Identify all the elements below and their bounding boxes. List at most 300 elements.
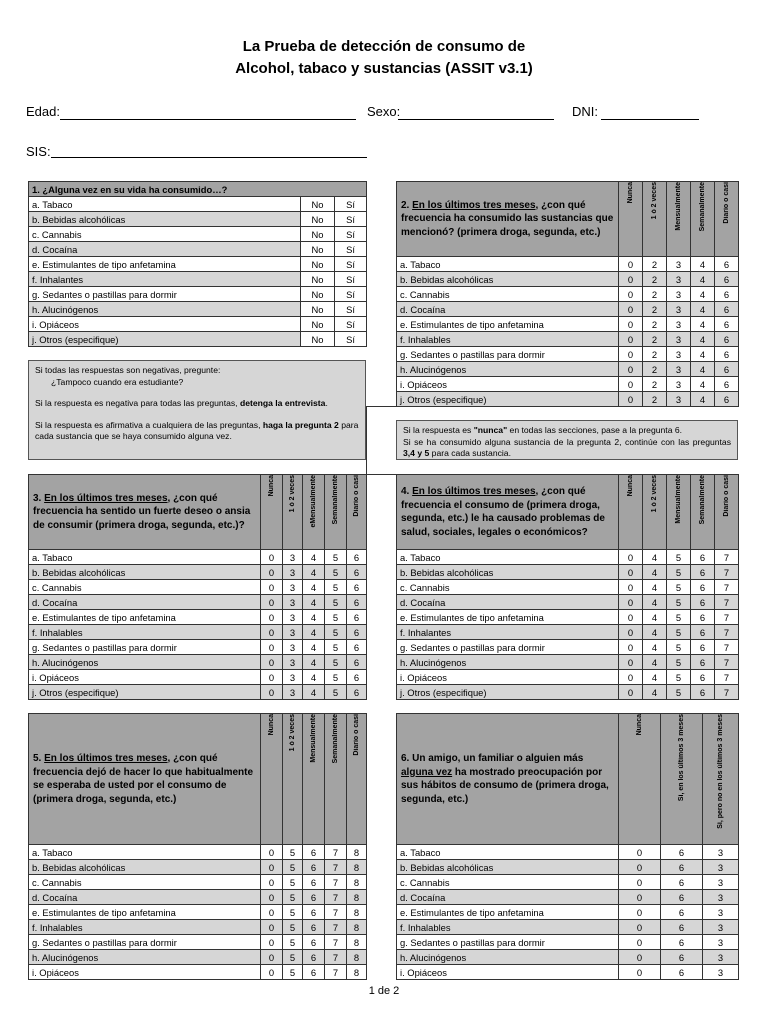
score-cell[interactable]: 0 [619,965,661,980]
answer-si[interactable]: Sí [335,197,367,212]
score-cell[interactable]: 3 [667,272,691,287]
column-header [667,182,691,257]
answer-no[interactable]: No [301,272,335,287]
score-cell[interactable]: 2 [643,392,667,407]
score-cell[interactable]: 4 [691,287,715,302]
score-cell[interactable]: 3 [667,257,691,272]
score-cell[interactable]: 3 [703,875,739,890]
score-cell[interactable]: 0 [619,272,643,287]
score-cell[interactable]: 2 [643,347,667,362]
score-cell[interactable]: 7 [715,625,739,640]
score-cell[interactable]: 4 [643,610,667,625]
score-cell[interactable]: 6 [661,905,703,920]
score-cell[interactable]: 6 [715,347,739,362]
score-cell[interactable]: 2 [643,302,667,317]
score-cell[interactable]: 5 [667,625,691,640]
score-cell[interactable]: 0 [619,377,643,392]
score-cell[interactable]: 3 [283,595,303,610]
answer-si[interactable]: Sí [335,272,367,287]
score-cell[interactable]: 0 [619,362,643,377]
score-cell[interactable]: 7 [325,845,347,860]
column-header [643,475,667,550]
score-cell[interactable]: 5 [325,610,347,625]
score-cell[interactable]: 3 [703,965,739,980]
score-cell[interactable]: 0 [619,845,661,860]
answer-no[interactable]: No [301,227,335,242]
table-row [397,965,739,980]
score-cell[interactable]: 2 [643,257,667,272]
score-cell[interactable]: 5 [325,580,347,595]
answer-si[interactable]: Sí [335,287,367,302]
score-cell[interactable]: 7 [325,875,347,890]
score-cell[interactable]: 7 [715,670,739,685]
score-cell[interactable]: 4 [303,550,325,565]
score-cell[interactable]: 0 [619,257,643,272]
answer-no[interactable]: No [301,242,335,257]
score-cell[interactable]: 4 [303,685,325,700]
score-cell[interactable]: 5 [325,550,347,565]
score-cell[interactable]: 0 [261,935,283,950]
score-cell[interactable]: 3 [667,362,691,377]
substance-label: e. Estimulantes de tipo anfetamina [397,905,619,920]
score-cell[interactable]: 8 [347,890,367,905]
score-cell[interactable]: 0 [619,302,643,317]
score-cell[interactable]: 3 [703,905,739,920]
column-header [347,475,367,550]
score-cell[interactable]: 4 [303,565,325,580]
answer-si[interactable]: Sí [335,212,367,227]
score-cell[interactable]: 3 [703,860,739,875]
score-cell[interactable]: 7 [325,890,347,905]
score-cell[interactable]: 0 [261,565,283,580]
substance-label: d. Cocaína [29,595,261,610]
score-cell[interactable]: 5 [283,905,303,920]
score-cell[interactable]: 0 [261,550,283,565]
substance-label: e. Estimulantes de tipo anfetamina [397,610,619,625]
question-6-table [396,713,739,980]
score-cell[interactable]: 4 [643,550,667,565]
header-row [29,714,367,845]
score-cell[interactable]: 7 [325,920,347,935]
table-row [397,905,739,920]
score-cell[interactable]: 2 [643,332,667,347]
edad-field[interactable] [60,119,356,120]
score-cell[interactable]: 6 [691,580,715,595]
column-header [283,475,303,550]
score-cell[interactable]: 4 [303,580,325,595]
score-cell[interactable]: 3 [283,685,303,700]
note2-line2: Si se ha consumido alguna sustancia de la pregunta 2, continúe con las preguntas 3,4 y 5 para cada sustancia. [403,436,731,458]
score-cell[interactable]: 0 [261,625,283,640]
score-cell[interactable]: 4 [643,625,667,640]
substance-label: d. Cocaína [397,595,619,610]
score-cell[interactable]: 5 [325,655,347,670]
table-row [397,670,739,685]
table-row [29,625,367,640]
score-cell[interactable]: 3 [283,565,303,580]
table-row [29,640,367,655]
score-cell[interactable]: 4 [691,317,715,332]
score-cell[interactable]: 6 [691,550,715,565]
score-cell[interactable]: 0 [619,317,643,332]
score-cell[interactable]: 0 [261,965,283,980]
score-cell[interactable]: 7 [715,640,739,655]
score-cell[interactable]: 8 [347,920,367,935]
score-cell[interactable]: 6 [661,860,703,875]
score-cell[interactable]: 4 [691,392,715,407]
score-cell[interactable]: 3 [667,377,691,392]
score-cell[interactable]: 0 [619,935,661,950]
answer-si[interactable]: Sí [335,257,367,272]
score-cell[interactable]: 4 [303,640,325,655]
score-cell[interactable]: 4 [303,625,325,640]
score-cell[interactable]: 6 [691,565,715,580]
score-cell[interactable]: 6 [661,920,703,935]
column-header-label: Diario o casi [353,714,360,756]
score-cell[interactable]: 6 [715,332,739,347]
column-header [703,714,739,845]
column-header-label: Mensualmente [675,475,682,524]
score-cell[interactable]: 6 [347,625,367,640]
score-cell[interactable]: 3 [703,950,739,965]
answer-si[interactable]: Sí [335,242,367,257]
header-row [29,475,367,550]
header-row [397,714,739,845]
score-cell[interactable]: 0 [619,392,643,407]
score-cell[interactable]: 4 [691,377,715,392]
substance-label: a. Tabaco [397,845,619,860]
score-cell[interactable]: 4 [643,655,667,670]
score-cell[interactable]: 6 [347,565,367,580]
answer-no[interactable]: No [301,212,335,227]
score-cell[interactable]: 3 [667,317,691,332]
score-cell[interactable]: 4 [643,565,667,580]
score-cell[interactable]: 0 [619,332,643,347]
score-cell[interactable]: 4 [691,362,715,377]
table-row [397,875,739,890]
score-cell[interactable]: 0 [619,875,661,890]
score-cell[interactable]: 2 [643,287,667,302]
score-cell[interactable]: 4 [643,670,667,685]
score-cell[interactable]: 0 [261,685,283,700]
score-cell[interactable]: 0 [261,860,283,875]
column-header-label: Sí, pero no en los últimos 3 meses [717,714,724,829]
score-cell[interactable]: 5 [283,860,303,875]
score-cell[interactable]: 4 [643,580,667,595]
score-cell[interactable]: 6 [303,920,325,935]
score-cell[interactable]: 8 [347,965,367,980]
score-cell[interactable]: 0 [619,347,643,362]
score-cell[interactable]: 3 [703,890,739,905]
score-cell[interactable]: 7 [715,550,739,565]
score-cell[interactable]: 5 [325,595,347,610]
score-cell[interactable]: 7 [715,595,739,610]
score-cell[interactable]: 3 [283,625,303,640]
score-cell[interactable]: 6 [347,655,367,670]
answer-si[interactable]: Sí [335,332,367,347]
score-cell[interactable]: 8 [347,875,367,890]
score-cell[interactable]: 0 [261,670,283,685]
score-cell[interactable]: 5 [283,875,303,890]
score-cell[interactable]: 6 [303,965,325,980]
score-cell[interactable]: 6 [303,890,325,905]
score-cell[interactable]: 3 [703,935,739,950]
score-cell[interactable]: 7 [715,685,739,700]
score-cell[interactable]: 5 [667,685,691,700]
score-cell[interactable]: 3 [283,580,303,595]
substance-label: i. Opiáceos [29,670,261,685]
score-cell[interactable]: 5 [325,640,347,655]
score-cell[interactable]: 7 [715,580,739,595]
score-cell[interactable]: 6 [661,965,703,980]
score-cell[interactable]: 7 [325,950,347,965]
score-cell[interactable]: 0 [261,905,283,920]
score-cell[interactable]: 3 [283,670,303,685]
score-cell[interactable]: 6 [691,625,715,640]
score-cell[interactable]: 3 [703,845,739,860]
connector-line [366,474,396,475]
score-cell[interactable]: 6 [715,392,739,407]
score-cell[interactable]: 0 [261,610,283,625]
score-cell[interactable]: 5 [667,640,691,655]
question-2-table [396,181,739,407]
score-cell[interactable]: 6 [691,655,715,670]
score-cell[interactable]: 6 [661,950,703,965]
score-cell[interactable]: 5 [325,565,347,580]
score-cell[interactable]: 6 [303,860,325,875]
score-cell[interactable]: 5 [667,595,691,610]
column-header [619,475,643,550]
score-cell[interactable]: 4 [691,302,715,317]
table-row [397,655,739,670]
answer-no[interactable]: No [301,287,335,302]
score-cell[interactable]: 6 [661,875,703,890]
score-cell[interactable]: 8 [347,905,367,920]
table-row [29,550,367,565]
score-cell[interactable]: 6 [303,845,325,860]
score-cell[interactable]: 0 [261,845,283,860]
score-cell[interactable]: 0 [619,287,643,302]
score-cell[interactable]: 5 [283,950,303,965]
answer-si[interactable]: Sí [335,227,367,242]
column-header-label: 1 ó 2 veces [651,475,658,513]
table-row [397,685,739,700]
score-cell[interactable]: 7 [715,610,739,625]
column-header [303,475,325,550]
score-cell[interactable]: 4 [303,655,325,670]
score-cell[interactable]: 3 [283,640,303,655]
score-cell[interactable]: 0 [261,655,283,670]
answer-si[interactable]: Sí [335,317,367,332]
substance-label: g. Sedantes o pastillas para dormir [29,935,261,950]
score-cell[interactable]: 6 [715,272,739,287]
answer-no[interactable]: No [301,302,335,317]
score-cell[interactable]: 0 [619,890,661,905]
score-cell[interactable]: 2 [643,317,667,332]
score-cell[interactable]: 4 [691,332,715,347]
score-cell[interactable]: 6 [715,257,739,272]
score-cell[interactable]: 6 [715,317,739,332]
score-cell[interactable]: 6 [303,875,325,890]
score-cell[interactable]: 5 [325,685,347,700]
score-cell[interactable]: 7 [325,860,347,875]
score-cell[interactable]: 7 [715,655,739,670]
score-cell[interactable]: 6 [303,935,325,950]
score-cell[interactable]: 0 [619,905,661,920]
score-cell[interactable]: 6 [691,685,715,700]
score-cell[interactable]: 7 [715,565,739,580]
score-cell[interactable]: 0 [619,550,643,565]
score-cell[interactable]: 5 [283,935,303,950]
q5-heading: 5. En los últimos tres meses, ¿con qué frecuencia dejó de hacer lo que habitualmente se esperaba de usted por el consumo de (primera droga, segunda, etc.) [29,714,261,845]
score-cell[interactable]: 6 [715,302,739,317]
column-header-label: Semanalmente [699,475,706,525]
score-cell[interactable]: 5 [283,965,303,980]
score-cell[interactable]: 3 [283,550,303,565]
score-cell[interactable]: 0 [261,890,283,905]
score-cell[interactable]: 0 [619,640,643,655]
score-cell[interactable]: 5 [283,920,303,935]
score-cell[interactable]: 4 [303,610,325,625]
score-cell[interactable]: 0 [619,655,643,670]
sis-label: SIS: [26,144,51,159]
score-cell[interactable]: 6 [715,287,739,302]
score-cell[interactable]: 6 [347,550,367,565]
score-cell[interactable]: 4 [691,257,715,272]
score-cell[interactable]: 0 [619,860,661,875]
score-cell[interactable]: 3 [667,302,691,317]
score-cell[interactable]: 0 [619,950,661,965]
score-cell[interactable]: 4 [643,595,667,610]
score-cell[interactable]: 4 [643,640,667,655]
score-cell[interactable]: 5 [667,655,691,670]
score-cell[interactable]: 7 [325,935,347,950]
score-cell[interactable]: 6 [691,670,715,685]
score-cell[interactable]: 4 [303,595,325,610]
score-cell[interactable]: 4 [303,670,325,685]
answer-no[interactable]: No [301,257,335,272]
table-row [397,860,739,875]
score-cell[interactable]: 4 [643,685,667,700]
score-cell[interactable]: 3 [667,347,691,362]
score-cell[interactable]: 0 [619,670,643,685]
score-cell[interactable]: 5 [325,625,347,640]
score-cell[interactable]: 8 [347,950,367,965]
score-cell[interactable]: 0 [619,565,643,580]
substance-label: b. Bebidas alcohólicas [29,565,261,580]
sexo-field[interactable] [398,119,554,120]
column-header [691,182,715,257]
substance-label: d. Cocaína [397,302,619,317]
score-cell[interactable]: 0 [619,625,643,640]
dni-field[interactable] [601,119,699,120]
score-cell[interactable]: 4 [691,347,715,362]
score-cell[interactable]: 6 [347,595,367,610]
score-cell[interactable]: 6 [303,905,325,920]
score-cell[interactable]: 6 [715,362,739,377]
score-cell[interactable]: 3 [703,920,739,935]
column-header [715,475,739,550]
score-cell[interactable]: 3 [667,287,691,302]
substance-label: b. Bebidas alcohólicas [29,860,261,875]
answer-no[interactable]: No [301,197,335,212]
score-cell[interactable]: 7 [325,965,347,980]
score-cell[interactable]: 5 [667,550,691,565]
score-cell[interactable]: 6 [347,610,367,625]
score-cell[interactable]: 5 [667,565,691,580]
score-cell[interactable]: 3 [283,610,303,625]
score-cell[interactable]: 0 [261,595,283,610]
score-cell[interactable]: 6 [347,580,367,595]
score-cell[interactable]: 6 [303,950,325,965]
score-cell[interactable]: 5 [283,890,303,905]
score-cell[interactable]: 0 [619,920,661,935]
column-header [283,714,303,845]
column-header-label: 1 ó 2 veces [289,475,296,513]
score-cell[interactable]: 6 [347,685,367,700]
score-cell[interactable]: 0 [261,640,283,655]
table-row [29,965,367,980]
answer-no[interactable]: No [301,332,335,347]
score-cell[interactable]: 5 [667,610,691,625]
score-cell[interactable]: 6 [347,670,367,685]
substance-label: i. Opiáceos [397,670,619,685]
score-cell[interactable]: 5 [283,845,303,860]
answer-si[interactable]: Sí [335,302,367,317]
column-header-label: Nunca [268,714,275,736]
score-cell[interactable]: 6 [715,377,739,392]
answer-no[interactable]: No [301,317,335,332]
sis-field[interactable] [51,157,367,158]
score-cell[interactable]: 5 [667,580,691,595]
score-cell[interactable]: 3 [667,332,691,347]
score-cell[interactable]: 3 [667,392,691,407]
score-cell[interactable]: 6 [691,640,715,655]
connector-line [366,406,367,474]
score-cell[interactable]: 6 [661,935,703,950]
score-cell[interactable]: 0 [261,580,283,595]
header-row [397,182,739,257]
score-cell[interactable]: 0 [619,685,643,700]
table-row [397,640,739,655]
score-cell[interactable]: 6 [347,640,367,655]
dni-label: DNI: [572,104,598,119]
score-cell[interactable]: 6 [661,890,703,905]
score-cell[interactable]: 0 [261,875,283,890]
score-cell[interactable]: 7 [325,905,347,920]
score-cell[interactable]: 0 [619,610,643,625]
question-5-table [28,713,367,980]
score-cell[interactable]: 0 [619,595,643,610]
score-cell[interactable]: 0 [261,920,283,935]
score-cell[interactable]: 6 [691,610,715,625]
score-cell[interactable]: 2 [643,377,667,392]
score-cell[interactable]: 2 [643,272,667,287]
score-cell[interactable]: 5 [667,670,691,685]
score-cell[interactable]: 8 [347,860,367,875]
score-cell[interactable]: 2 [643,362,667,377]
score-cell[interactable]: 3 [283,655,303,670]
question-3-table [28,474,367,700]
score-cell[interactable]: 8 [347,935,367,950]
score-cell[interactable]: 5 [325,670,347,685]
score-cell[interactable]: 6 [691,595,715,610]
score-cell[interactable]: 0 [619,580,643,595]
score-cell[interactable]: 8 [347,845,367,860]
score-cell[interactable]: 4 [691,272,715,287]
score-cell[interactable]: 6 [661,845,703,860]
score-cell[interactable]: 0 [261,950,283,965]
